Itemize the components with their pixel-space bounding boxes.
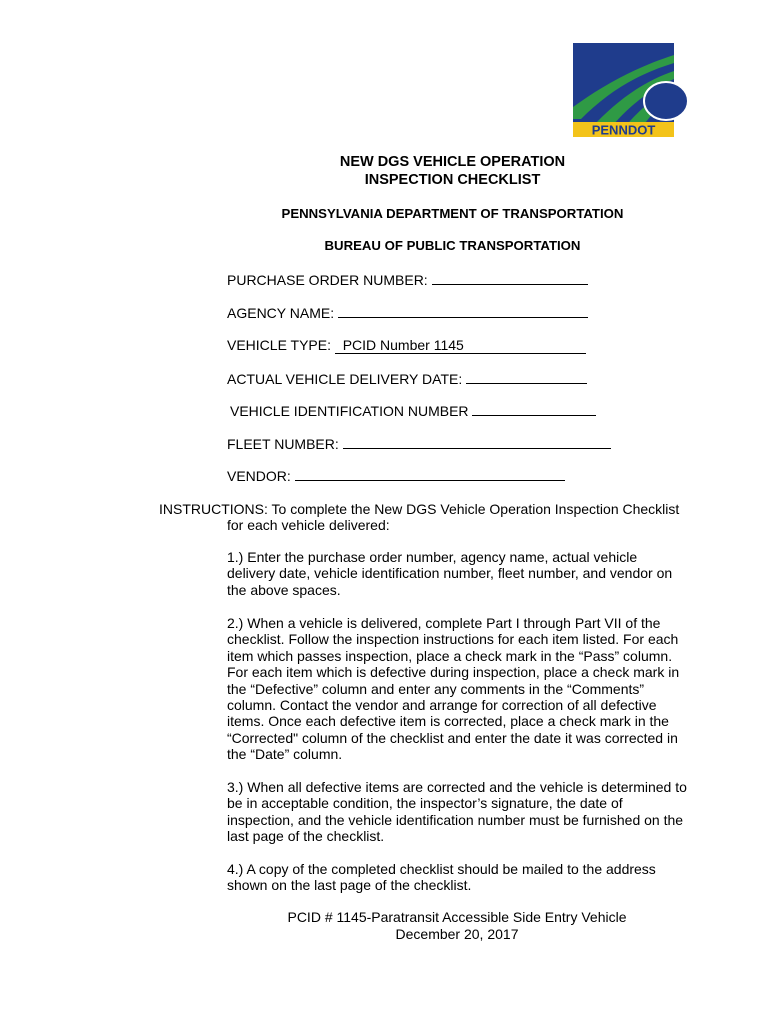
vehicle-type-value: PCID Number 1145 <box>342 337 464 353</box>
agency-name-blank[interactable] <box>338 304 588 318</box>
instructions-intro <box>159 501 699 534</box>
vehicle-type-label: VEHICLE TYPE: <box>227 337 332 353</box>
purchase-order-field <box>227 271 588 288</box>
footer <box>247 909 667 943</box>
instruction-step-2: 2.) When a vehicle is delivered, complete Part I through Part VII of the checklist. Follow the inspection instructions for each item listed. For each item which passes inspection, place a check mark in the “Pass” column. For each item which is defective during inspection, place a check mark in the “Defective” column and enter any comments in the “Comments” column. Contact the vendor and arrange for correction of all defective items. Once each defective item is corrected, place a check mark in the “Corrected" column of the checklist and enter the date it was corrected in the “Date” column. <box>227 615 680 763</box>
page-title <box>0 153 770 189</box>
purchase-order-blank[interactable] <box>432 271 588 285</box>
instruction-step-4: 4.) A copy of the completed checklist should be mailed to the address shown on the last page of the checklist. <box>227 861 656 894</box>
vehicle-type-field <box>227 337 586 354</box>
purchase-order-label: PURCHASE ORDER NUMBER: <box>227 272 428 288</box>
title-line-2: INSPECTION CHECKLIST <box>364 172 541 188</box>
vendor-field <box>227 467 565 484</box>
instructions-intro-line-1: INSTRUCTIONS: To complete the New DGS Vehicle Operation Inspection Checklist <box>159 501 680 517</box>
instruction-step-1: 1.) Enter the purchase order number, agency name, actual vehicle delivery date, vehicle identification number, fleet number, and vendor on the above spaces. <box>227 549 673 598</box>
agency-name-label: AGENCY NAME: <box>227 305 335 321</box>
fleet-number-blank[interactable] <box>343 435 611 449</box>
vehicle-type-blank[interactable] <box>335 337 586 354</box>
logo-text: PENNDOT <box>591 122 656 137</box>
vendor-blank[interactable] <box>295 467 565 481</box>
delivery-date-blank[interactable] <box>466 370 587 384</box>
footer-line-1: PCID # 1145-Paratransit Accessible Side Entry Vehicle <box>287 909 627 925</box>
vin-field <box>230 402 596 419</box>
fleet-number-label: FLEET NUMBER: <box>227 436 339 452</box>
agency-name-field <box>227 304 588 321</box>
delivery-date-field <box>227 370 587 387</box>
vin-label: VEHICLE IDENTIFICATION NUMBER <box>230 403 469 419</box>
footer-line-2: December 20, 2017 <box>395 926 519 942</box>
instructions-intro-line-2: for each vehicle delivered: <box>227 517 390 534</box>
title-line-1: NEW DGS VEHICLE OPERATION <box>339 154 566 170</box>
vendor-label: VENDOR: <box>227 468 291 484</box>
bureau-heading: BUREAU OF PUBLIC TRANSPORTATION <box>324 238 581 253</box>
fleet-number-field <box>227 435 611 452</box>
penndot-logo <box>573 43 689 137</box>
department-heading: PENNSYLVANIA DEPARTMENT OF TRANSPORTATION <box>281 206 624 221</box>
penndot-logo-graphic <box>573 43 689 137</box>
delivery-date-label: ACTUAL VEHICLE DELIVERY DATE: <box>227 371 463 387</box>
vin-blank[interactable] <box>472 402 596 416</box>
instruction-step-3: 3.) When all defective items are corrected and the vehicle is determined to be in acceptable condition, the inspector’s signature, the date of inspection, and the vehicle identification number must be furnished on the last page of the checklist. <box>227 779 687 845</box>
